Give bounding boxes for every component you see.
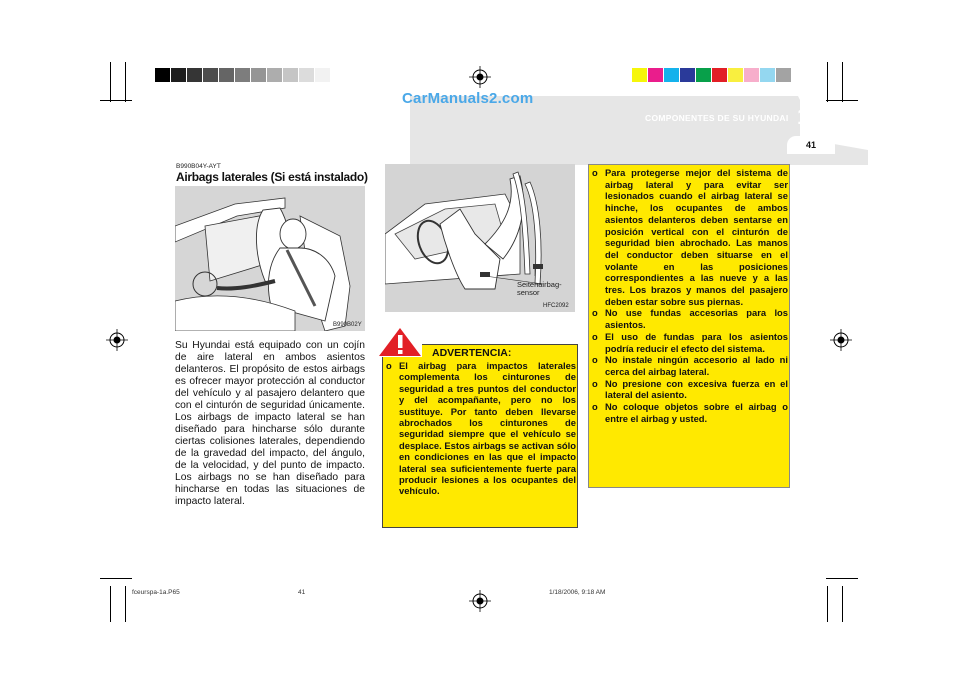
side-airbag-drawing [175, 186, 365, 331]
warning-icon [378, 327, 422, 357]
crop-mark [842, 586, 843, 622]
page-number: 41 [805, 140, 816, 150]
crop-mark [827, 586, 828, 622]
bullet-marker: o [592, 330, 598, 342]
crop-mark [100, 578, 132, 579]
precautions-list [592, 167, 788, 424]
warning-item-text: El airbag para impactos laterales complementa los cinturones de seguridad a tres puntos del conductor y del acompañante, pero no los sustituye. Por tanto deben llevarse abrochados los cinturones de seguridad siempre que el vehículo se desplace. Estos airbags se activan sólo en condiciones en las que el impacto lateral sea suficientemente fuerte para producir lesiones a los ocupantes del vehículo. [399, 360, 576, 497]
side-airbag-illustration [175, 186, 365, 331]
bullet-marker: o [592, 401, 598, 413]
list-item [592, 354, 788, 377]
list-item-text: Para protegerse mejor del sistema de airbag lateral y para evitar ser lesionados cuando el airbag lateral se hinche, los ocupantes de ambos asientos delanteros deben sentarse en posición vertical con el cinturón de seguridad bien abrochado. Las manos del conductor deben situarse en el volante en las posiciones correspondientes a las nueve y a las tres. Los brazos y manos del pasajero deben estar sobre sus piernas. [605, 167, 788, 307]
page-number-tab [787, 136, 835, 154]
sensor-location-illustration [385, 164, 575, 312]
sensor-callout: Seitenairbag- sensor [517, 280, 562, 297]
warning-item [386, 360, 576, 497]
watermark[interactable]: CarManuals2.com [402, 90, 534, 107]
body-paragraph: Su Hyundai está equipado con un cojín de aire lateral en ambos asientos delanteros. El propósito de estos airbags es ofrecer mayor protección al conductor del vehículo y al pasajero delantero que con el cinturón de seguridad únicamente. Los airbags de impacto lateral se han diseñado para hincharse sólo durante ciertas colisiones laterales, dependiendo de la gravedad del impacto, del ángulo, de la velocidad, y del punto de impacto. Los airbags no se han diseñado para hincharse en todas las situaciones de impacto lateral. [175, 340, 365, 507]
bullet-marker: o [592, 167, 598, 178]
list-item-text: No instale ningún accesorio al lado ni cerca del airbag lateral. [605, 354, 788, 377]
section-title: Airbags laterales (Si está instalado) [176, 170, 368, 184]
list-item-text: No use fundas accesorias para los asientos. [605, 307, 788, 331]
list-item [592, 378, 788, 401]
warning-heading: ADVERTENCIA: [432, 347, 512, 359]
list-item [592, 401, 788, 424]
footer-file-name: fceurspa-1a.P65 [132, 589, 180, 596]
list-item-text: No coloque objetos sobre el airbag o entre el airbag y usted. [605, 401, 788, 424]
illustration-code: HFC2092 [543, 303, 569, 309]
footer-page-number: 41 [298, 589, 306, 596]
bullet-marker: o [592, 354, 598, 366]
crop-mark [125, 586, 126, 622]
registration-mark-icon [106, 329, 128, 351]
bullet-marker: o [386, 360, 392, 371]
section-code: B990B04Y-AYT [176, 163, 221, 170]
list-item [592, 331, 788, 354]
warning-list [386, 360, 576, 497]
chapter-number: 1 [797, 104, 810, 129]
crop-mark [826, 578, 858, 579]
registration-mark-icon [830, 329, 852, 351]
chapter-title: COMPONENTES DE SU HYUNDAI [645, 113, 789, 123]
crop-mark [110, 586, 111, 622]
bullet-marker: o [592, 307, 598, 319]
registration-mark-icon [469, 590, 491, 612]
list-item [592, 167, 788, 307]
list-item-text: No presione con excesiva fuerza en el lateral del asiento. [605, 377, 788, 401]
illustration-code: B990B02Y [333, 322, 362, 328]
list-item [592, 307, 788, 330]
list-item-text: El uso de fundas para los asientos podría reducir el efecto del sistema. [605, 330, 788, 354]
footer-timestamp: 1/18/2006, 9:18 AM [549, 589, 606, 596]
bullet-marker: o [592, 377, 598, 389]
